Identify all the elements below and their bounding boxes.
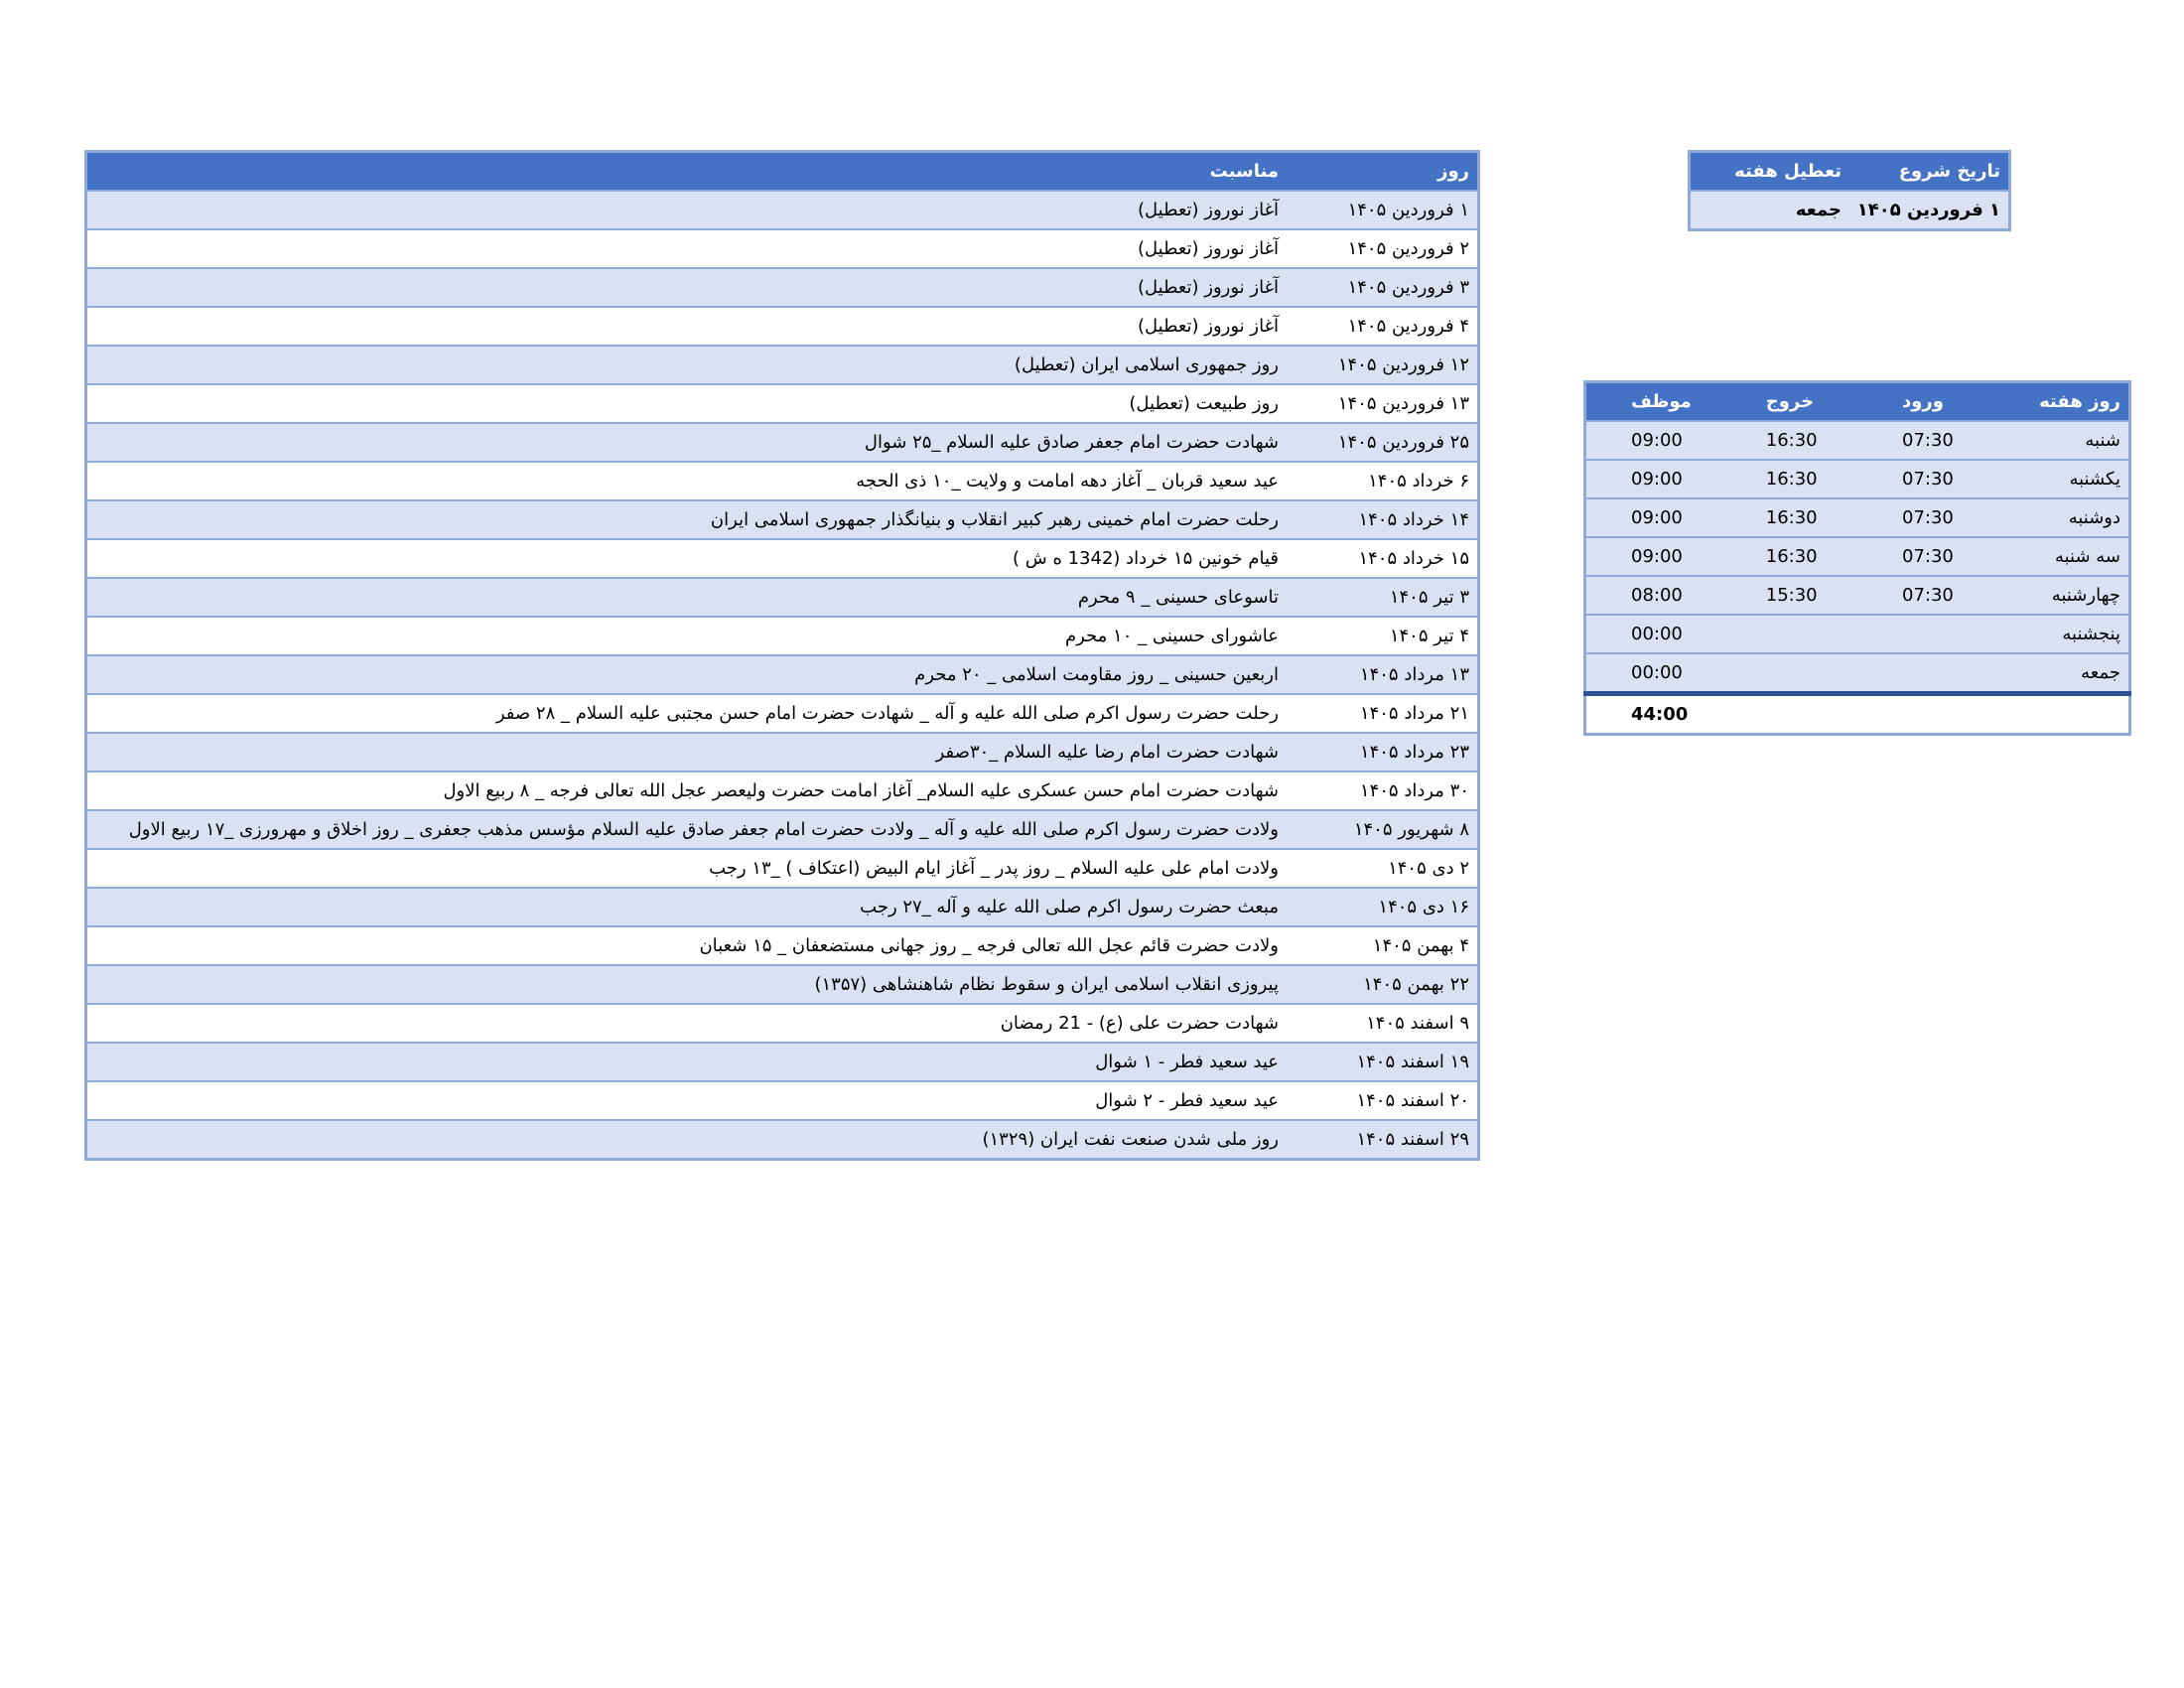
weekday-header: روز هفته: [1993, 382, 2129, 422]
schedule-row: [1585, 498, 2130, 537]
exit-time-cell: [1721, 653, 1857, 694]
total-spacer: [1857, 694, 1993, 735]
required-header: موظف: [1585, 382, 1721, 422]
entry-header: ورود: [1857, 382, 1993, 422]
holiday-row: [86, 694, 1479, 733]
holiday-row: [86, 965, 1479, 1004]
total-spacer: [1993, 694, 2129, 735]
holiday-occasion: شهادت حضرت امام رضا علیه السلام _۳۰صفر: [86, 733, 1288, 772]
holiday-day: ۱۵ خرداد ۱۴۰۵: [1287, 539, 1479, 578]
holiday-row: [86, 849, 1479, 888]
holiday-occasion: پیروزی انقلاب اسلامی ایران و سقوط نظام شاهنشاهی (۱۳۵۷): [86, 965, 1288, 1004]
holiday-day: ۳ فروردین ۱۴۰۵: [1287, 268, 1479, 307]
required-hours-cell: 08:00: [1585, 576, 1721, 615]
holiday-row: [86, 888, 1479, 926]
holiday-occasion: اربعین حسینی _ روز مقاومت اسلامی _ ۲۰ محرم: [86, 655, 1288, 694]
holiday-occasion: روز جمهوری اسلامی ایران (تعطیل): [86, 346, 1288, 384]
holiday-row: [86, 617, 1479, 655]
entry-time-cell: [1857, 615, 1993, 653]
schedule-row: [1585, 653, 2130, 694]
holiday-occasion: آغاز نوروز (تعطیل): [86, 268, 1288, 307]
weekday-cell: چهارشنبه: [1993, 576, 2129, 615]
holiday-row: [86, 733, 1479, 772]
day-column-header: روز: [1287, 152, 1479, 192]
holiday-day: ۱ فروردین ۱۴۰۵: [1287, 191, 1479, 229]
holiday-day: ۲۰ اسفند ۱۴۰۵: [1287, 1081, 1479, 1120]
holiday-row: [86, 539, 1479, 578]
holiday-day: ۲ دی ۱۴۰۵: [1287, 849, 1479, 888]
start-info-table: [1688, 150, 2011, 231]
holiday-row: [86, 229, 1479, 268]
holiday-day: ۲۳ مرداد ۱۴۰۵: [1287, 733, 1479, 772]
holidays-table: [84, 150, 1480, 1161]
weekday-cell: جمعه: [1993, 653, 2129, 694]
required-hours-cell: 09:00: [1585, 460, 1721, 498]
holiday-occasion: شهادت حضرت امام جعفر صادق علیه السلام _۲۵ شوال: [86, 423, 1288, 462]
holiday-row: [86, 1081, 1479, 1120]
exit-time-cell: 16:30: [1721, 460, 1857, 498]
weekday-cell: دوشنبه: [1993, 498, 2129, 537]
required-hours-cell: 09:00: [1585, 421, 1721, 460]
holiday-day: ۴ فروردین ۱۴۰۵: [1287, 307, 1479, 346]
exit-time-cell: 16:30: [1721, 498, 1857, 537]
holidays-body: [86, 191, 1479, 1160]
holiday-row: [86, 655, 1479, 694]
holiday-occasion: عید سعید فطر - ۱ شوال: [86, 1043, 1288, 1081]
holiday-occasion: آغاز نوروز (تعطیل): [86, 307, 1288, 346]
exit-time-cell: [1721, 615, 1857, 653]
holiday-day: ۱۴ خرداد ۱۴۰۵: [1287, 500, 1479, 539]
holiday-day: ۲۲ بهمن ۱۴۰۵: [1287, 965, 1479, 1004]
holiday-row: [86, 307, 1479, 346]
holiday-day: ۳ تیر ۱۴۰۵: [1287, 578, 1479, 617]
holiday-row: [86, 772, 1479, 810]
holiday-day: ۴ بهمن ۱۴۰۵: [1287, 926, 1479, 965]
required-hours-cell: 00:00: [1585, 653, 1721, 694]
holiday-day: ۱۲ فروردین ۱۴۰۵: [1287, 346, 1479, 384]
holiday-occasion: شهادت حضرت علی (ع) - 21 رمضان: [86, 1004, 1288, 1043]
holiday-occasion: روز ملی شدن صنعت نفت ایران (۱۳۲۹): [86, 1120, 1288, 1160]
holiday-row: [86, 462, 1479, 500]
required-hours-cell: 09:00: [1585, 537, 1721, 576]
weekday-cell: سه شنبه: [1993, 537, 2129, 576]
start-info-header-row: [1690, 152, 2010, 192]
weekly-off-header: تعطیل هفته: [1690, 152, 1850, 192]
schedule-header-row: [1585, 382, 2130, 422]
holiday-row: [86, 1043, 1479, 1081]
holiday-row: [86, 268, 1479, 307]
total-required-hours: 44:00: [1585, 694, 1721, 735]
holiday-row: [86, 500, 1479, 539]
holiday-day: ۴ تیر ۱۴۰۵: [1287, 617, 1479, 655]
holiday-day: ۱۶ دی ۱۴۰۵: [1287, 888, 1479, 926]
holiday-occasion: روز طبیعت (تعطیل): [86, 384, 1288, 423]
required-hours-cell: 09:00: [1585, 498, 1721, 537]
holiday-occasion: آغاز نوروز (تعطیل): [86, 229, 1288, 268]
holiday-day: ۳۰ مرداد ۱۴۰۵: [1287, 772, 1479, 810]
exit-time-cell: 15:30: [1721, 576, 1857, 615]
start-date-header: تاریخ شروع: [1849, 152, 2010, 192]
weekly-schedule-table: [1583, 380, 2131, 736]
holiday-occasion: ولادت حضرت قائم عجل الله تعالی فرجه _ روز جهانی مستضعفان _ ۱۵ شعبان: [86, 926, 1288, 965]
schedule-total-row: [1585, 694, 2130, 735]
schedule-row: [1585, 460, 2130, 498]
entry-time-cell: 07:30: [1857, 460, 1993, 498]
holiday-row: [86, 384, 1479, 423]
holiday-row: [86, 346, 1479, 384]
holiday-day: ۶ خرداد ۱۴۰۵: [1287, 462, 1479, 500]
schedule-row: [1585, 615, 2130, 653]
holiday-day: ۱۳ مرداد ۱۴۰۵: [1287, 655, 1479, 694]
holiday-occasion: رحلت حضرت امام خمینی رهبر کبیر انقلاب و بنیانگذار جمهوری اسلامی ایران: [86, 500, 1288, 539]
entry-time-cell: 07:30: [1857, 498, 1993, 537]
holiday-day: ۲۹ اسفند ۱۴۰۵: [1287, 1120, 1479, 1160]
exit-time-cell: 16:30: [1721, 421, 1857, 460]
exit-header: خروج: [1721, 382, 1857, 422]
holiday-occasion: مبعث حضرت رسول اکرم صلی الله علیه و آله _۲۷ رجب: [86, 888, 1288, 926]
schedule-row: [1585, 421, 2130, 460]
holiday-occasion: ولادت حضرت رسول اکرم صلی الله علیه و آله _ ولادت حضرت امام جعفر صادق علیه السلام مؤسس مذهب جعفری _ روز اخلاق و مهرورزی _۱۷ ربیع الاول: [86, 810, 1288, 849]
occasion-column-header: مناسبت: [86, 152, 1288, 192]
holiday-row: [86, 191, 1479, 229]
holiday-occasion: عید سعید فطر - ۲ شوال: [86, 1081, 1288, 1120]
holiday-occasion: شهادت حضرت امام حسن عسکری علیه السلام_ آغاز امامت حضرت ولیعصر عجل الله تعالی فرجه _ ۸ ربیع الاول: [86, 772, 1288, 810]
required-hours-cell: 00:00: [1585, 615, 1721, 653]
holiday-row: [86, 578, 1479, 617]
entry-time-cell: 07:30: [1857, 421, 1993, 460]
exit-time-cell: 16:30: [1721, 537, 1857, 576]
holiday-day: ۲۱ مرداد ۱۴۰۵: [1287, 694, 1479, 733]
holiday-day: ۱۳ فروردین ۱۴۰۵: [1287, 384, 1479, 423]
holiday-occasion: تاسوعای حسینی _ ۹ محرم: [86, 578, 1288, 617]
holiday-day: ۹ اسفند ۱۴۰۵: [1287, 1004, 1479, 1043]
holiday-day: ۲۵ فروردین ۱۴۰۵: [1287, 423, 1479, 462]
holiday-row: [86, 810, 1479, 849]
entry-time-cell: 07:30: [1857, 576, 1993, 615]
holiday-row: [86, 423, 1479, 462]
holiday-row: [86, 926, 1479, 965]
weekly-off-value: جمعه: [1690, 191, 1850, 230]
holiday-row: [86, 1120, 1479, 1160]
total-spacer: [1721, 694, 1857, 735]
schedule-row: [1585, 576, 2130, 615]
weekday-cell: یکشنبه: [1993, 460, 2129, 498]
holiday-day: ۸ شهریور ۱۴۰۵: [1287, 810, 1479, 849]
entry-time-cell: 07:30: [1857, 537, 1993, 576]
holiday-day: ۱۹ اسفند ۱۴۰۵: [1287, 1043, 1479, 1081]
holiday-day: ۲ فروردین ۱۴۰۵: [1287, 229, 1479, 268]
start-info-row: [1690, 191, 2010, 230]
schedule-row: [1585, 537, 2130, 576]
holiday-row: [86, 1004, 1479, 1043]
holiday-occasion: قیام خونین ۱۵ خرداد (1342 ه ش ): [86, 539, 1288, 578]
holiday-occasion: آغاز نوروز (تعطیل): [86, 191, 1288, 229]
holiday-occasion: عید سعید قربان _ آغاز دهه امامت و ولایت _۱۰ ذی الحجه: [86, 462, 1288, 500]
weekday-cell: پنجشنبه: [1993, 615, 2129, 653]
holiday-occasion: رحلت حضرت رسول اکرم صلی الله علیه و آله _ شهادت حضرت امام حسن مجتبی علیه السلام _ ۲۸ صفر: [86, 694, 1288, 733]
holiday-occasion: عاشورای حسینی _ ۱۰ محرم: [86, 617, 1288, 655]
holidays-header-row: [86, 152, 1479, 192]
holiday-occasion: ولادت امام علی علیه السلام _ روز پدر _ آغاز ایام البیض (اعتکاف ) _۱۳ رجب: [86, 849, 1288, 888]
start-date-value: ۱ فروردین ۱۴۰۵: [1849, 191, 2010, 230]
weekday-cell: شنبه: [1993, 421, 2129, 460]
entry-time-cell: [1857, 653, 1993, 694]
